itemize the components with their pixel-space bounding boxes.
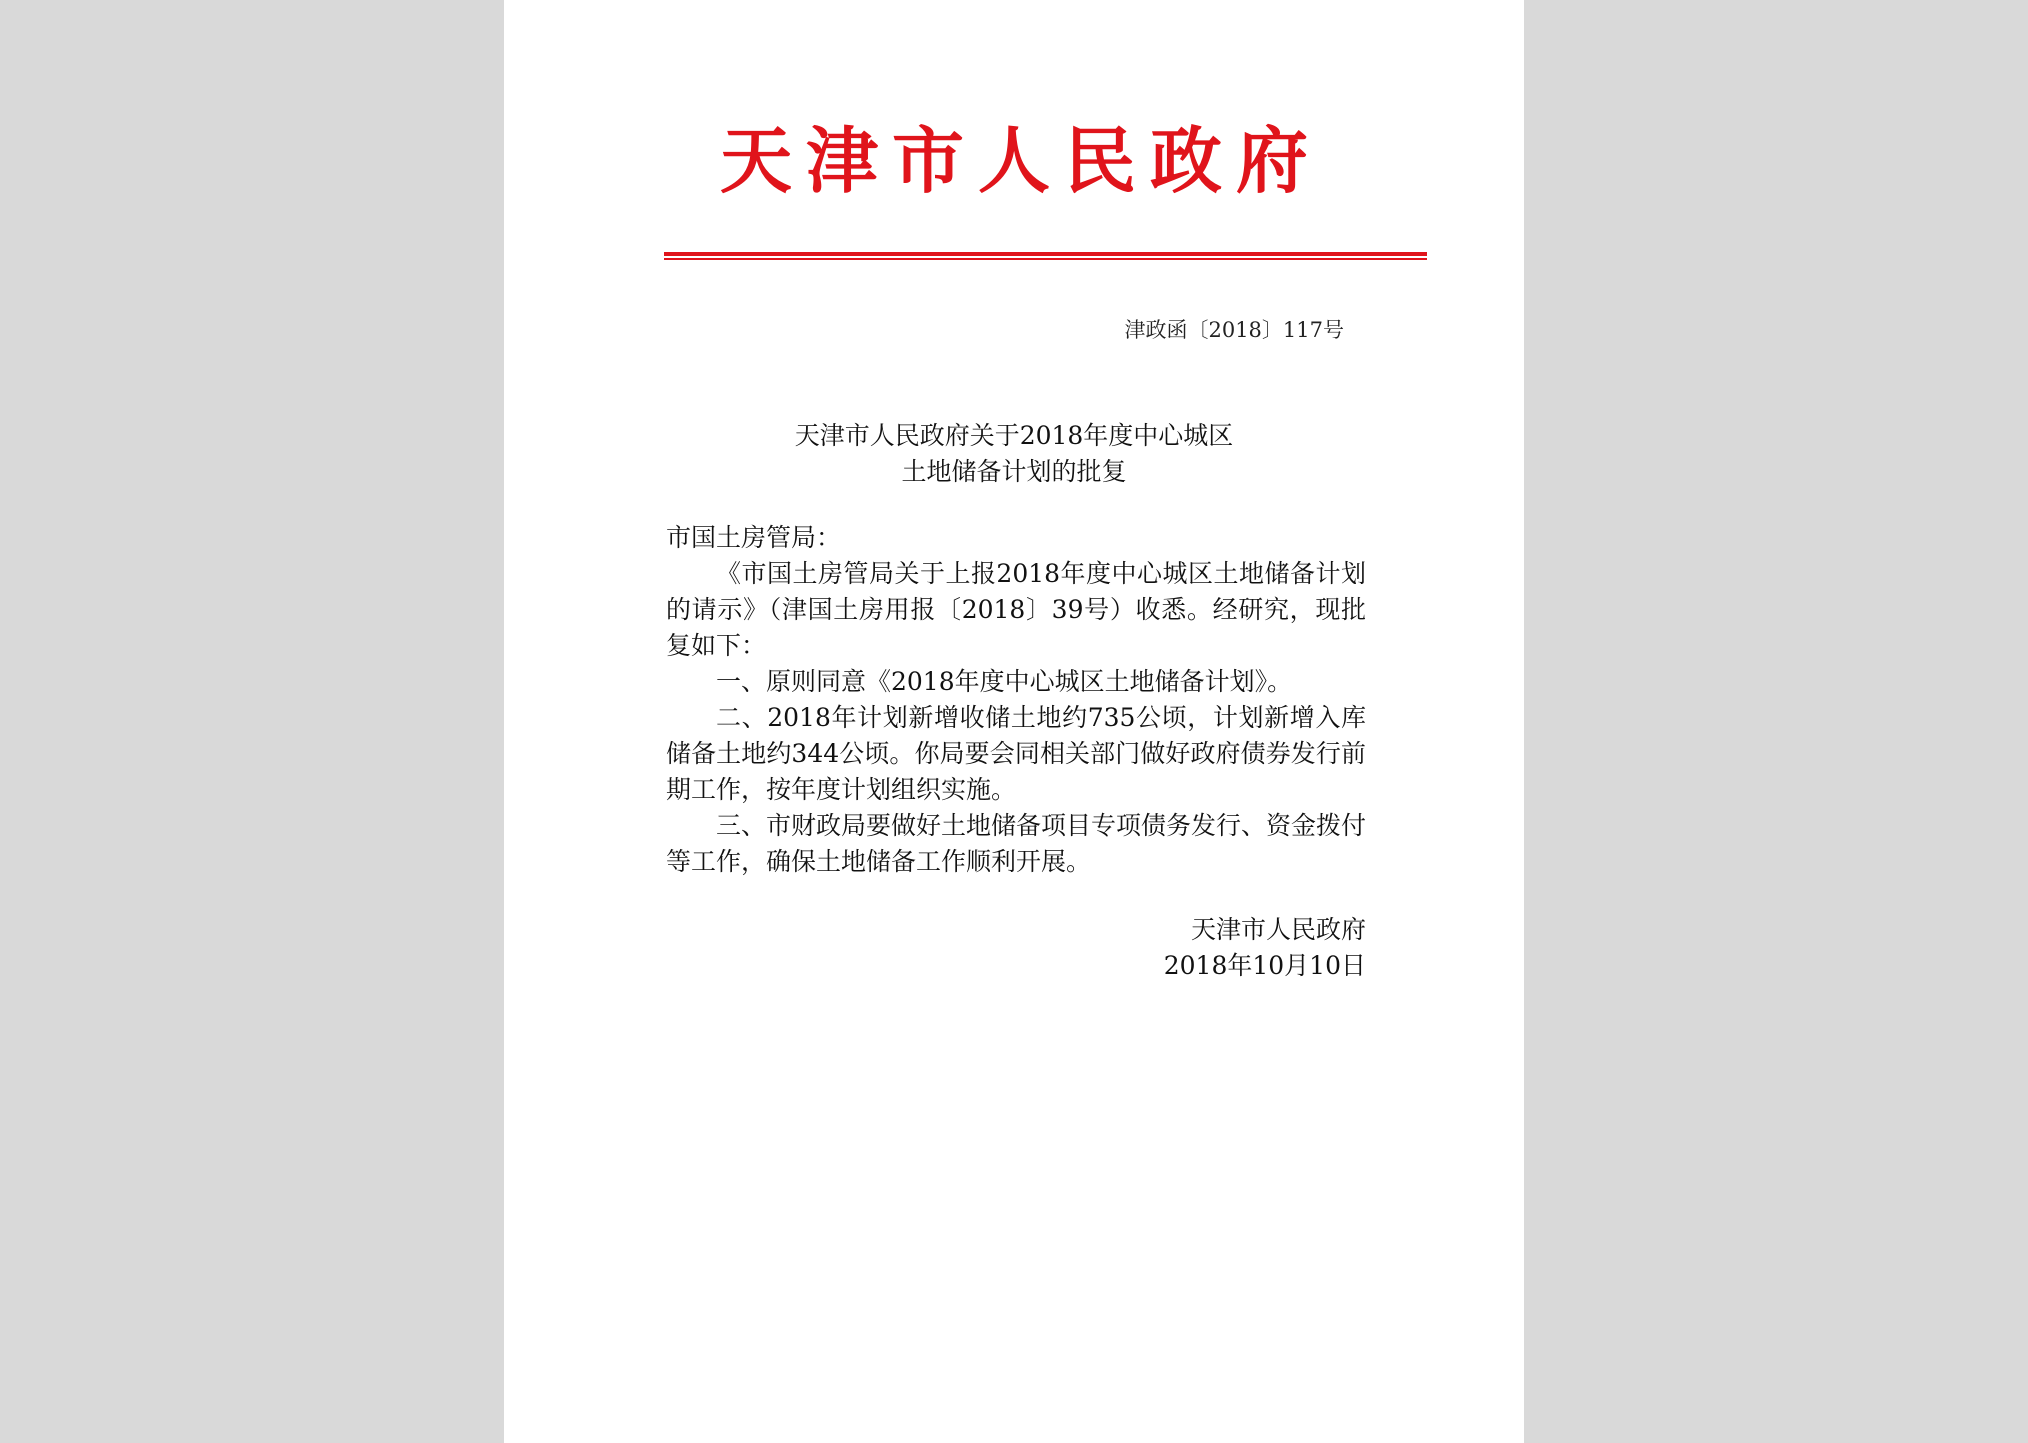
title-line-2: 土地储备计划的批复 xyxy=(901,457,1127,486)
signature-org: 天津市人民政府 xyxy=(1190,915,1366,944)
addressee: 市国土房管局： xyxy=(666,523,842,552)
signature-date: 2018年10月10日 xyxy=(1163,951,1366,980)
paragraph-item-1: 一、原则同意《2018年度中心城区土地储备计划》。 xyxy=(716,667,1293,696)
paragraph-item-3: 三、市财政局要做好土地储备项目专项债务发行、资金拨付等工作，确保土地储备工作顺利开展。 xyxy=(666,811,1367,876)
document-number: 津政函〔2018〕117号 xyxy=(1124,318,1344,342)
masthead-red-rule-thin xyxy=(664,258,1427,260)
title-line-1: 天津市人民政府关于2018年度中心城区 xyxy=(794,421,1234,450)
paragraph-intro: 《市国土房管局关于上报2018年度中心城区土地储备计划的请示》（津国土房用报〔2018〕39号）收悉。经研究，现批复如下： xyxy=(666,559,1366,660)
document-title xyxy=(504,418,1524,490)
masthead-red-rule xyxy=(664,252,1427,256)
document-body xyxy=(666,520,1366,880)
masthead-title: 天津市人民政府 xyxy=(719,119,1322,203)
paragraph-item-2: 二、2018年计划新增收储土地约735公顷，计划新增入库储备土地约344公顷。你局要会同相关部门做好政府债券发行前期工作，按年度计划组织实施。 xyxy=(666,703,1366,804)
signature-block xyxy=(1064,912,1366,984)
document-page xyxy=(504,0,1524,1443)
